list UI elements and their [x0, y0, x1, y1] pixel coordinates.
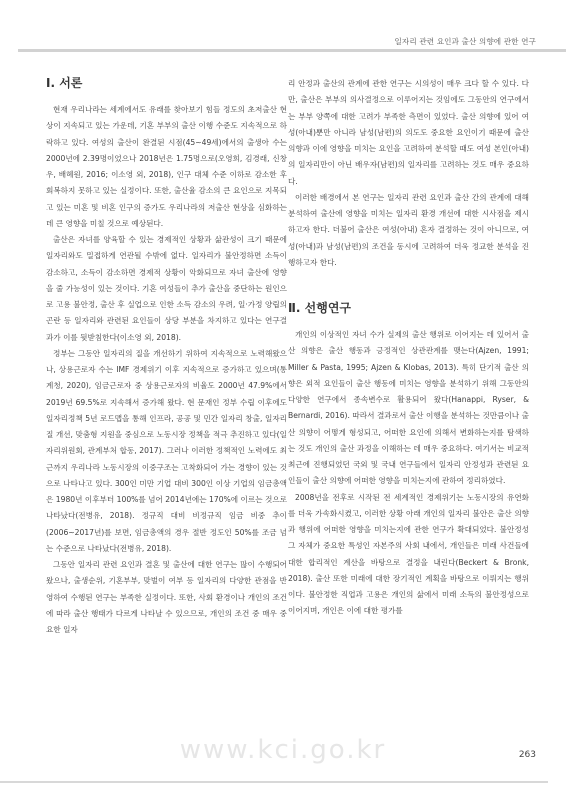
running-header: 일자리 관련 요인과 출산 의향에 관한 연구	[394, 37, 536, 46]
section-title-introduction: Ⅰ. 서론	[46, 76, 83, 90]
left-column	[46, 76, 287, 638]
right-column	[288, 76, 529, 620]
page-number: 263	[518, 750, 536, 760]
body-paragraph: 정부는 그동안 일자리의 질을 개선하기 위하여 지속적으로 노력해왔으나, 상용근로자 수는 IMF 경제위기 이후 지속적으로 증가하고 있으며(통계청, 2020), 임금근로자 중 상용근로자의 비율도 2000년 47.9%에서 2019년 69.5%로 지속해서 증가해 왔다. 현 문재인 정부 수립 이후에도 일자리정책 5년 로드맵을 통해 인프라, 공공 및 민간 일자리 창출, 일자리 질 개선, 맞춤형 지원을 중심으로 노동시장 정책을 적극 추진하고 있다(일자리위원회, 관계부처 합동, 2017). 그러나 이러한 정책적인 노력에도 최근까지 우리나라 노동시장의 이중구조는 고착화되어 가는 경향이 있는 것으로 나타나고 있다. 300인 미만 기업 대비 300인 이상 기업의 임금총액은 1980년 이후부터 100%를 넘어 2014년에는 170%에 이르는 것으로 나타났다(전병유, 2018). 정규직 대비 비정규직 임금 비중 추이(2006~2017년)를 보면, 임금총액의 경우 절반 정도인 50%를 조금 넘는 수준으로 나타났다(전병유, 2018).	[46, 348, 287, 553]
body-paragraph: 2008년을 전후로 시작된 전 세계적인 경제위기는 노동시장의 유연화를 더욱 가속화시켰고, 이러한 상황 아래 개인의 일자리 불안은 출산 의향과 행위에 어떠한 영향을 미치는지에 관한 연구가 확대되었다. 불안정성 그 자체가 중요한 특성인 자본주의 사회 내에서, 개인들은 미래 사건들에 대한 합리적인 계산을 바탕으로 결정을 내린다(Beckert & Bronk, 2018). 출산 또한 미래에 대한 장기적인 계획을 바탕으로 이뤄지는 행위이다. 불안정한 직업과 고용은 개인의 삶에서 미래 소득의 불안정성으로 이어지며, 개인은 이에 대한 평가를	[288, 492, 529, 616]
body-paragraph: 이러한 배경에서 본 연구는 일자리 관련 요인과 출산 간의 관계에 대해 분석하여 출산에 영향을 미치는 일자리 환경 개선에 대한 시사점을 제시하고자 한다. 더불어 출산은 여성(아내) 혼자 결정하는 것이 아니므로, 여성(아내)과 남성(남편)의 조건을 동시에 고려하여 더욱 정교한 분석을 진행하고자 한다.	[288, 192, 529, 267]
body-paragraph: 그동안 일자리 관련 요인과 결혼 및 출산에 대한 연구는 많이 수행되어 왔으나, 출생순위, 기혼부부, 맞벌이 여부 등 일자리의 다양한 관점을 반영하여 수행된 연구는 부족한 실정이다. 또한, 사회 환경이나 개인의 조건에 따라 출산 행태가 다르게 나타날 수 있으므로, 개인의 조건 중 매우 중요한 일자	[46, 560, 287, 634]
body-paragraph-continued: 리 안정과 출산의 관계에 관한 연구는 시의성이 매우 크다 할 수 있다. 다만, 출산은 부부의 의사결정으로 이루어지는 것임에도 그동안의 연구에서는 부부 양쪽에 대한 고려가 부족한 측면이 있었다. 출산 의향에 있어 여성(아내)뿐만 아니라 남성(남편)의 의도도 중요한 요인이기 때문에 출산 의향과 이에 영향을 미치는 요인을 고려하여 분석할 때도 여성 본인(아내)의 일자리만이 아닌 배우자(남편)의 일자리를 고려하는 것도 매우 중요하다.	[288, 79, 529, 186]
watermark: www.kci.go.kr	[179, 735, 387, 765]
footer-rule	[0, 781, 548, 783]
body-paragraph: 개인의 이상적인 자녀 수가 실제의 출산 행위로 이어지는 데 있어서 출산 의향은 출산 행동과 긍정적인 상관관계를 맺는다(Ajzen, 1991; Miller & Pasta, 1995; Ajzen & Klobas, 2013). 특히 단기적 출산 의향은 외적 요인들이 출산 행동에 미치는 영향을 분석하기 위해 그동안의 다양한 연구에서 종속변수로 활용되어 왔다(Hanappi, Ryser, & Bernardi, 2016). 따라서 결과로서 출산 이행을 분석하는 것만큼이나 출산 의향이 어떻게 형성되고, 어떠한 요인에 의해서 변화하는지를 탐색하는 것도 개인의 출산 과정을 이해하는 데 매우 중요하다. 여기서는 비교적 최근에 진행되었던 국외 및 국내 연구들에서 일자리 안정성과 관련된 요인들이 출산 의향에 어떠한 영향을 미치는지에 관하여 정리하였다.	[288, 330, 529, 486]
header-rule	[18, 49, 566, 52]
section-title-literature-review: Ⅱ. 선행연구	[288, 301, 352, 315]
body-paragraph: 현재 우리나라는 세계에서도 유래를 찾아보기 힘들 정도의 초저출산 현상이 지속되고 있는 가운데, 기혼 부부의 출산 이행 수준도 지속적으로 하락하고 있다. 여성의 출산이 완결된 시점(45~49세)에서의 출생아 수는 2000년에 2.39명이었으나 2018년은 1.75명으로(오영희, 김경래, 신창우, 배혜원, 2016; 이소영 외, 2018), 인구 대체 수준 이하로 감소한 후 회복하지 못하고 있는 실정이다. 또한, 출산율 감소의 큰 요인으로 지목되고 있는 미혼 및 비혼 인구의 증가도 우리나라의 저출산 현상을 심화하는 데 큰 영향을 미칠 것으로 예상된다.	[46, 105, 287, 228]
body-paragraph: 출산은 자녀를 양육할 수 있는 경제적인 상황과 삶관성이 크기 때문에 일자리와도 밀접하게 연관될 수밖에 없다. 일자리가 불안정하면 소득이 감소하고, 소득이 감소하면 경제적 상황이 악화되므로 자녀 출산에 영향을 줄 가능성이 있는 것이다. 기혼 여성들이 추가 출산을 중단하는 원인으로 고용 불안정, 출산 후 실업으로 인한 소득 감소의 우려, 일·가정 양립의 곤란 등 일자리와 관련된 요인들이 상당 부분을 차지하고 있다는 연구결과가 이를 뒷받침한다(이소영 외, 2018).	[46, 235, 287, 342]
